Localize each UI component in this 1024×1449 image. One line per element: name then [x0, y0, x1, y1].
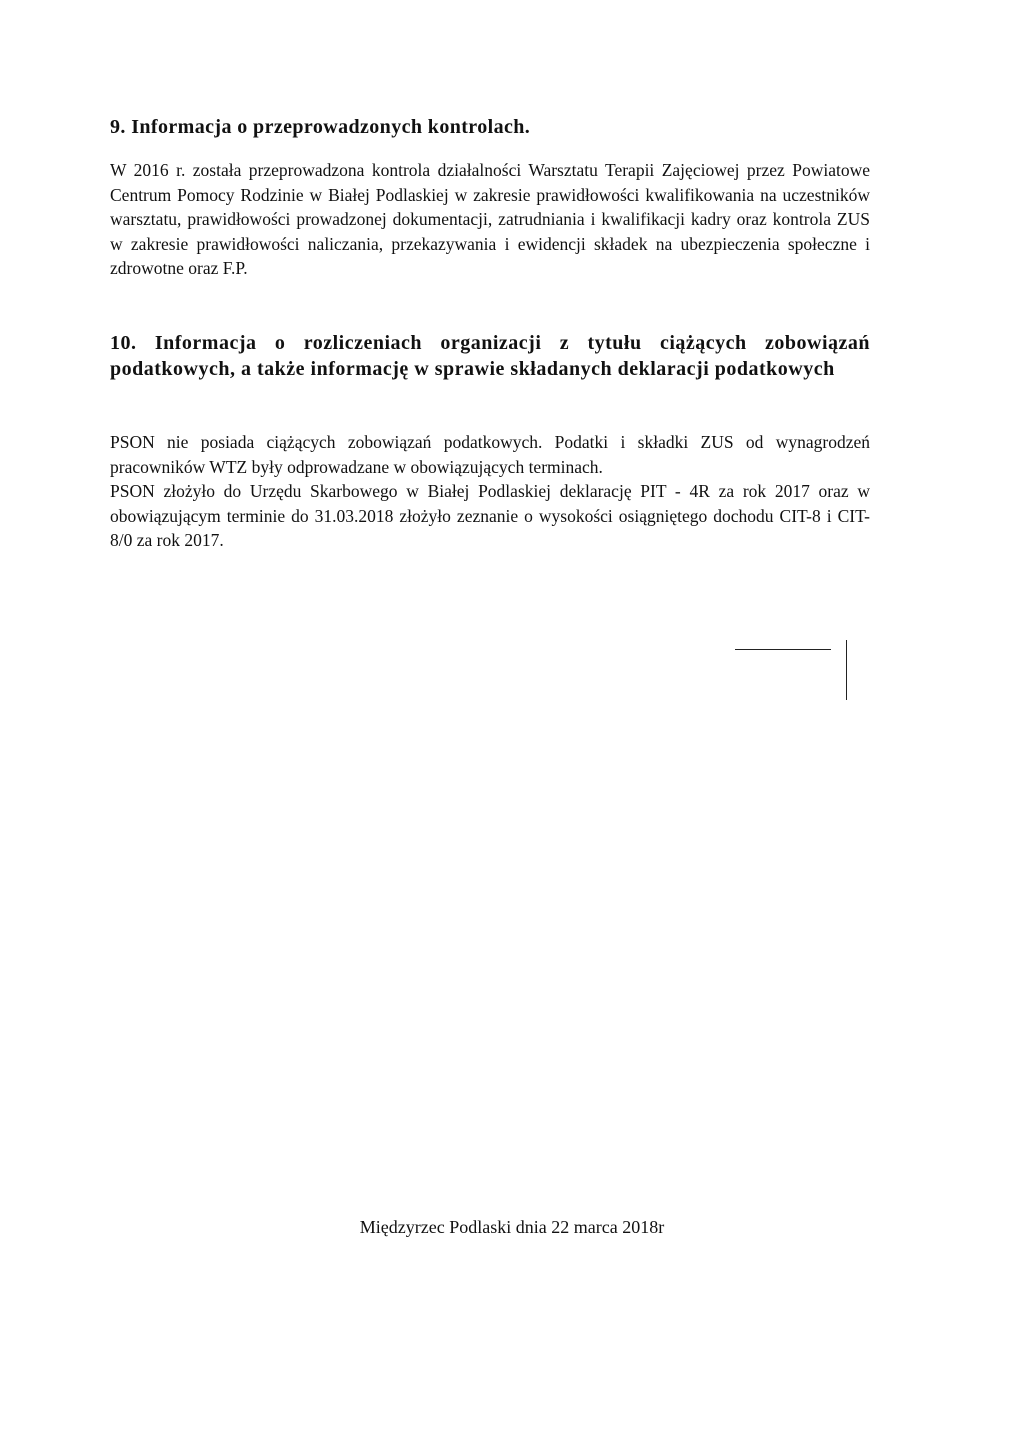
section-10-paragraph-2: PSON złożyło do Urzędu Skarbowego w Białej Podlaskiej deklarację PIT - 4R za rok 2017 oraz w obowiązującym terminie do 31.03.2018 złożyło zeznanie o wysokości osiągniętego dochodu CIT-8 i CIT-8/0 za rok 2017. [110, 481, 870, 550]
section-10-paragraph-1: PSON nie posiada ciążących zobowiązań podatkowych. Podatki i składki ZUS od wynagrodzeń pracowników WTZ były odprowadzane w obowiązujących terminach. [110, 432, 870, 477]
place-and-date: Międzyrzec Podlaski dnia 22 marca 2018r [359, 1217, 665, 1237]
signature-stroke-horizontal [735, 649, 831, 650]
signature-stroke-vertical [846, 640, 847, 700]
section-10-body [110, 430, 870, 553]
section-9-text: W 2016 r. została przeprowadzona kontrola działalności Warsztatu Terapii Zajęciowej przez Powiatowe Centrum Pomocy Rodzinie w Białej Podlaskiej w zakresie prawidłowości kwalifikowania na uczestników warsztatu, prawidłowości prowadzonej dokumentacji, zatrudniania i kwalifikacji kadry oraz kontrola ZUS w zakresie prawidłowości naliczania, przekazywania i ewidencji składek na ubezpieczenia społeczne i zdrowotne oraz F.P. [110, 160, 870, 278]
section-9-paragraph [110, 158, 870, 281]
section-10-heading: 10. Informacja o rozliczeniach organizacji z tytułu ciążących zobowiązań podatkowych, a także informację w sprawie składanych deklaracji podatkowych [110, 332, 870, 380]
section-9-heading: 9. Informacja o przeprowadzonych kontrolach. [110, 116, 531, 138]
